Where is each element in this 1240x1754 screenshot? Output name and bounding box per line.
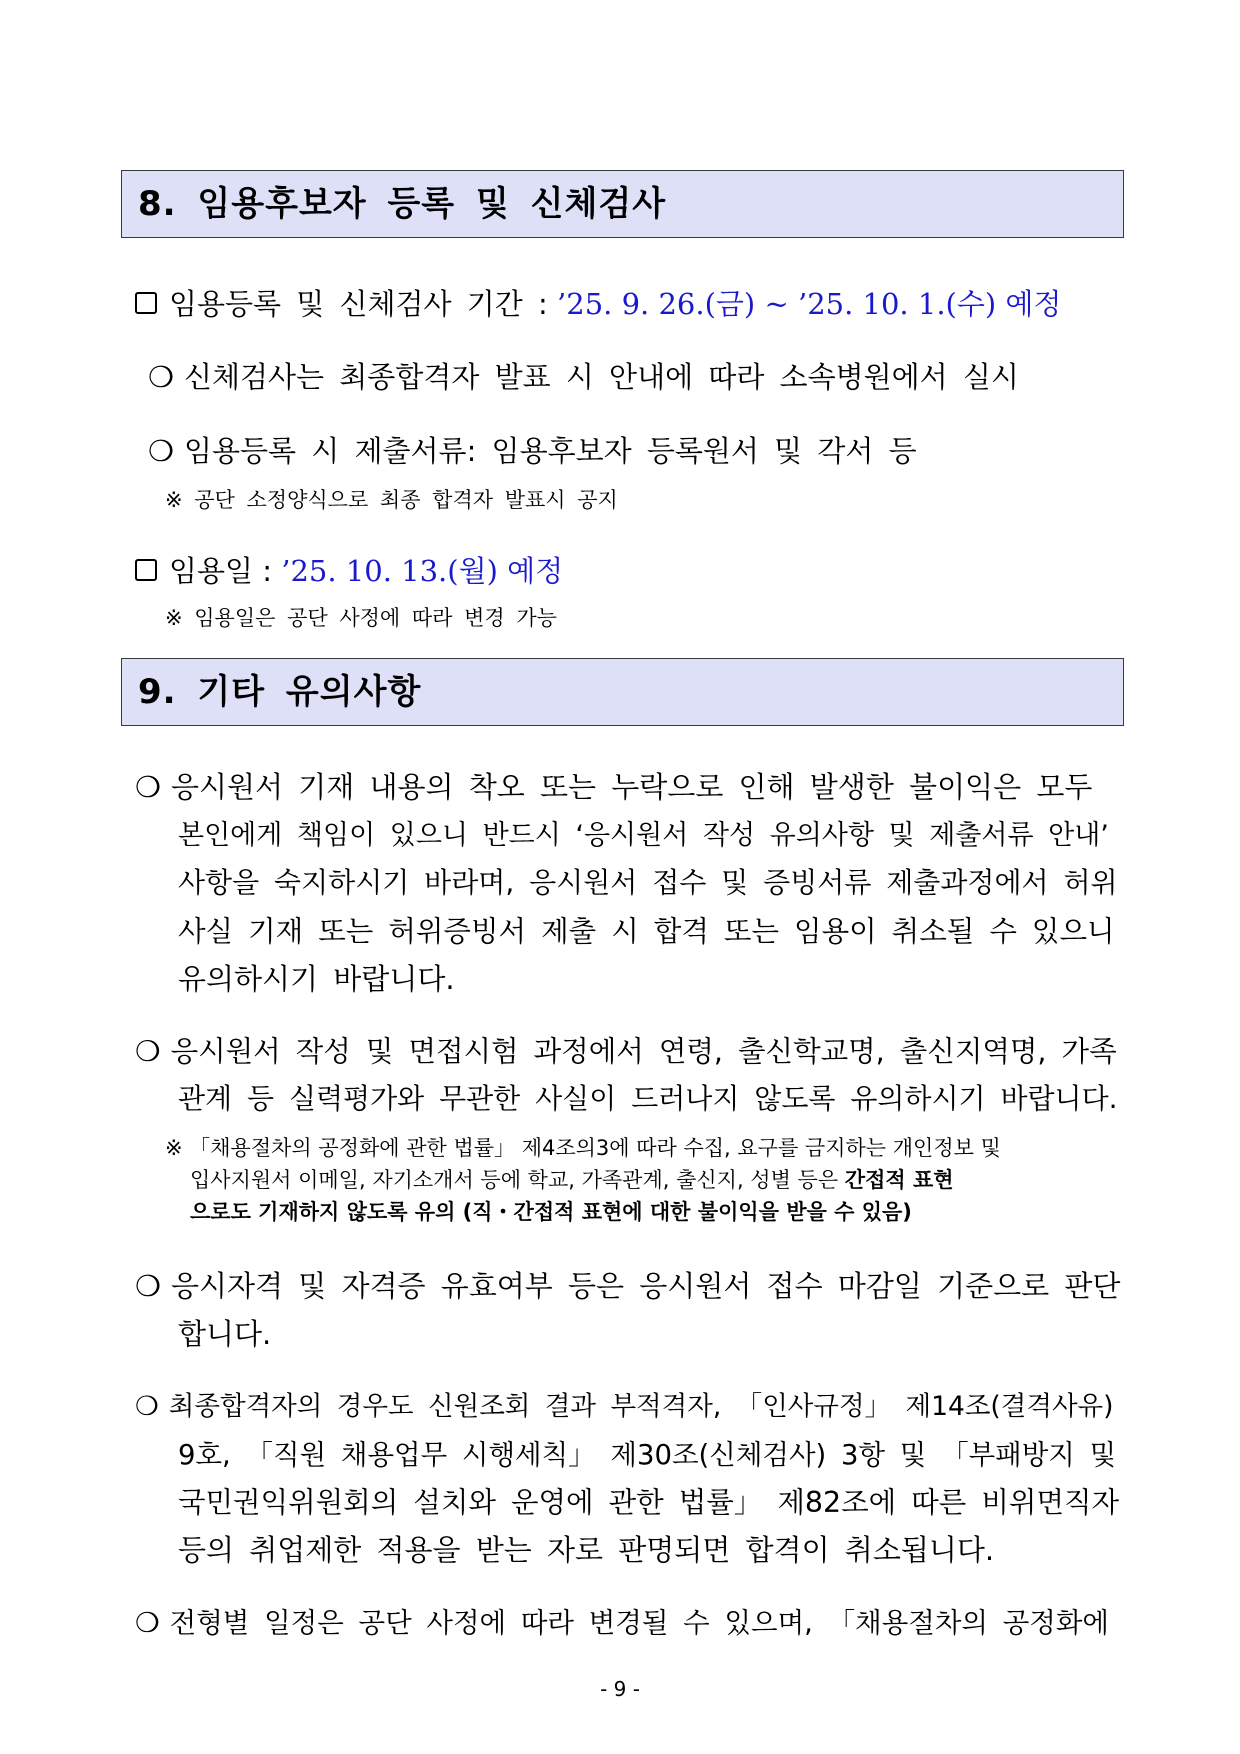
square-bullet-icon <box>135 292 157 314</box>
circle-bullet-icon: ❍ <box>148 360 174 394</box>
paragraph-text: 응시원서 작성 및 면접시험 과정에서 연령, 출신학교명, 출신지역명, 가족 <box>170 1035 1117 1068</box>
paragraph-3-line-2: 합니다. <box>178 1317 272 1351</box>
note-appointment: ※ 임용일은 공단 사정에 따라 변경 가능 <box>165 606 557 630</box>
paragraph-5-line-1 <box>135 1600 1109 1640</box>
privacy-note-line-2 <box>190 1164 954 1194</box>
circle-bullet-icon: ❍ <box>135 1391 159 1422</box>
appointment-colon: : <box>262 554 273 588</box>
paragraph-text: 응시자격 및 자격증 유효여부 등은 응시원서 접수 마감일 기준으로 판단 <box>171 1269 1121 1303</box>
paragraph-4-line-2: 9호, 「직원 채용업무 시행세칙」 제30조(신체검사) 3항 및 「부패방지 및 <box>178 1439 1117 1471</box>
circle-bullet-icon: ❍ <box>135 1035 161 1068</box>
paragraph-4-line-3: 국민권익위원회의 설치와 운영에 관한 법률」 제82조에 따른 비위면직자 <box>178 1486 1120 1519</box>
paragraph-text: 최종합격자의 경우도 신원조회 결과 부적격자, 「인사규정」 제14조(결격사유) <box>168 1391 1114 1422</box>
paragraph-1-line-5: 유의하시기 바랍니다. <box>178 962 455 996</box>
paragraph-text: 응시원서 기재 내용의 착오 또는 누락으로 인해 발생한 불이익은 모두 <box>171 770 1093 804</box>
paragraph-1-line-4: 사실 기재 또는 허위증빙서 제출 시 합격 또는 임용이 취소될 수 있으니 <box>178 915 1115 948</box>
bullet-documents-text: 임용등록 시 제출서류: 임용후보자 등록원서 및 각서 등 <box>184 434 917 468</box>
period-value: ’25. 9. 26.(금) ~ ’25. 10. 1.(수) 예정 <box>557 287 1062 321</box>
privacy-note-text: 입사지원서 이메일, 자기소개서 등에 학교, 가족관계, 출신지, 성별 등은 <box>190 1168 839 1192</box>
note-form: ※ 공단 소정양식으로 최종 합격자 발표시 공지 <box>165 488 618 512</box>
paragraph-3-line-1 <box>135 1264 1120 1305</box>
paragraph-text: 전형별 일정은 공단 사정에 따라 변경될 수 있으며, 「채용절차의 공정화에 <box>169 1607 1109 1639</box>
privacy-note-line-1: ※ 「채용절차의 공정화에 관한 법률」 제4조의3에 따라 수집, 요구를 금지하는 개인정보 및 <box>165 1136 1001 1160</box>
circle-bullet-icon: ❍ <box>135 1607 160 1639</box>
paragraph-2-line-1 <box>135 1029 1117 1070</box>
paragraph-1-line-2: 본인에게 책임이 있으니 반드시 ‘응시원서 작성 유의사항 및 제출서류 안내’ <box>178 820 1109 851</box>
privacy-note-line-3: 으로도 기재하지 않도록 유의 (직・간접적 표현에 대한 불이익을 받을 수 있음) <box>190 1200 912 1224</box>
appointment-line <box>135 549 563 590</box>
paragraph-2-line-2: 관계 등 실력평가와 무관한 사실이 드러나지 않도록 유의하시기 바랍니다. <box>178 1082 1118 1115</box>
square-bullet-icon <box>135 559 157 581</box>
appointment-label: 임용일 <box>169 554 254 588</box>
bullet-physical-exam <box>148 355 1019 396</box>
paragraph-1-line-1 <box>135 765 1092 806</box>
period-line <box>135 282 1061 323</box>
section-9-heading: 9. 기타 유의사항 <box>121 658 1124 726</box>
paragraph-4-line-4: 등의 취업제한 적용을 받는 자로 판명되면 합격이 취소됩니다. <box>178 1533 995 1567</box>
paragraph-4-line-1 <box>135 1384 1114 1423</box>
period-label: 임용등록 및 신체검사 기간 : <box>169 287 548 321</box>
circle-bullet-icon: ❍ <box>148 434 174 468</box>
privacy-note-emphasis: 간접적 표현 <box>844 1168 954 1192</box>
bullet-physical-exam-text: 신체검사는 최종합격자 발표 시 안내에 따라 소속병원에서 실시 <box>184 360 1019 394</box>
paragraph-1-line-3: 사항을 숙지하시기 바라며, 응시원서 접수 및 증빙서류 제출과정에서 허위 <box>178 866 1118 899</box>
page-number: - 9 - <box>600 1677 640 1701</box>
circle-bullet-icon: ❍ <box>135 1269 161 1303</box>
circle-bullet-icon: ❍ <box>135 770 161 804</box>
appointment-value: ’25. 10. 13.(월) 예정 <box>281 554 564 588</box>
section-8-heading: 8. 임용후보자 등록 및 신체검사 <box>121 170 1124 238</box>
bullet-documents <box>148 429 917 470</box>
